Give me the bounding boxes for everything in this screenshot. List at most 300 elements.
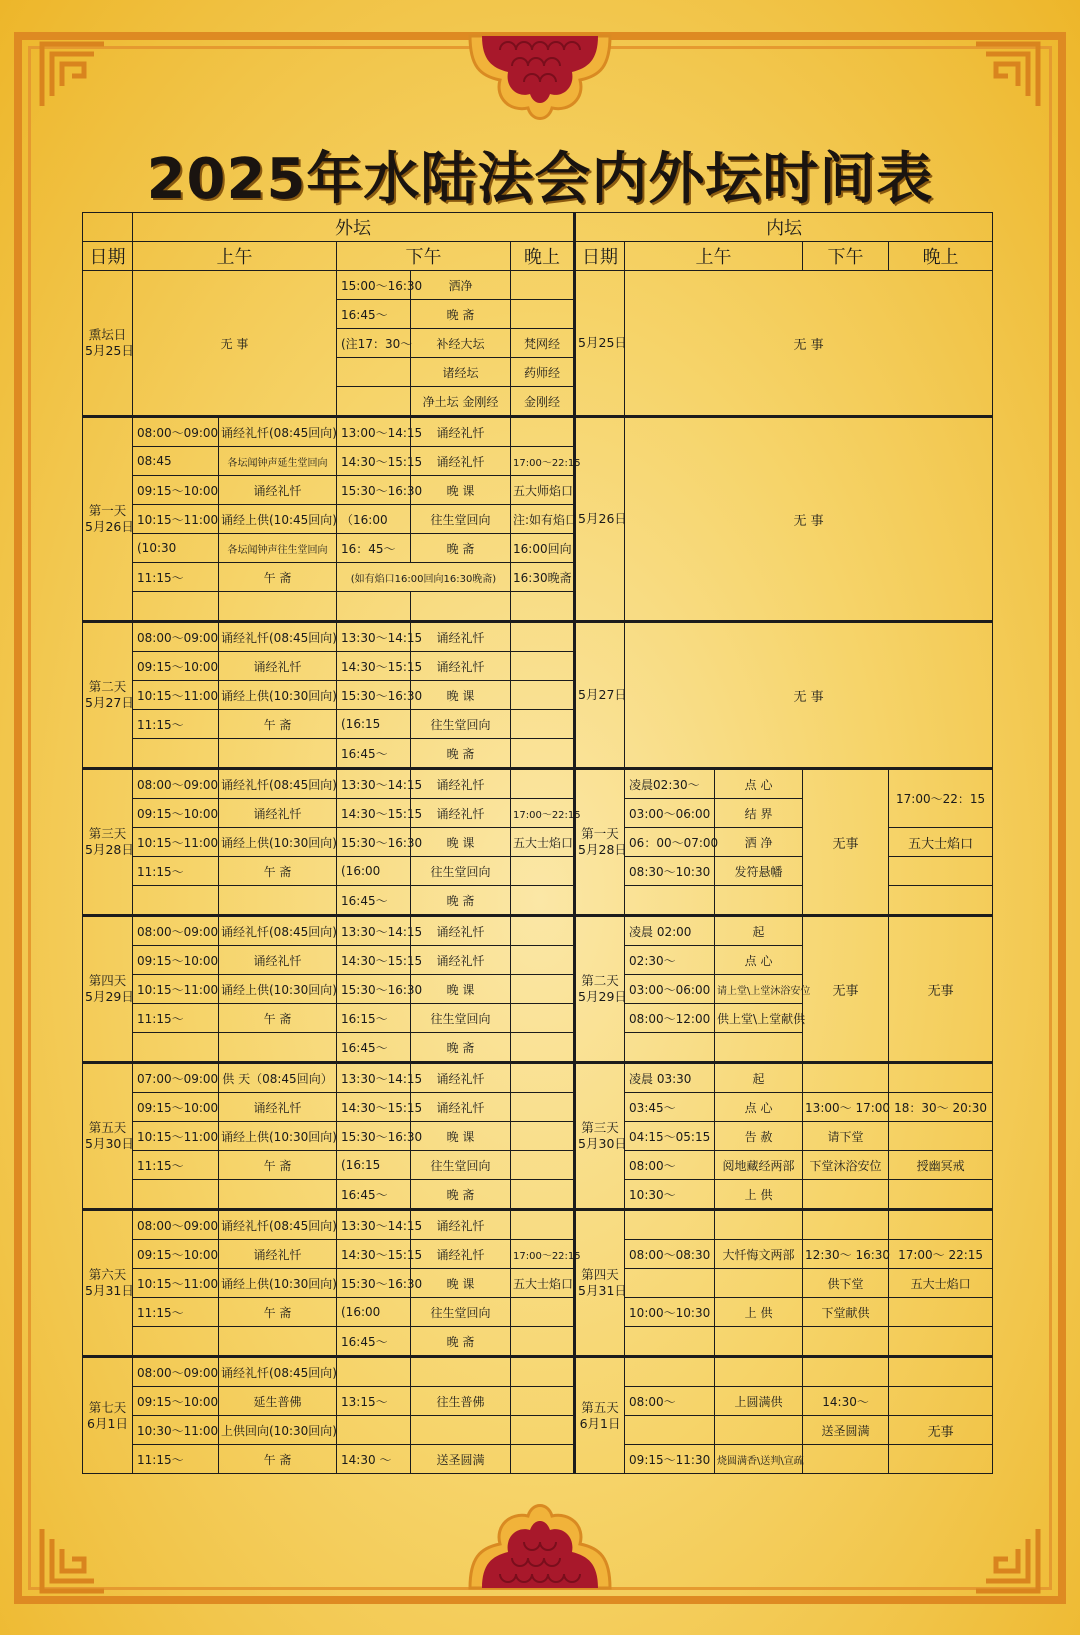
table-cell bbox=[511, 739, 575, 769]
table-cell bbox=[511, 652, 575, 681]
table-cell: 五大士焰口 bbox=[511, 828, 575, 857]
table-cell: (如有焰口16:00回向16:30晚斋) bbox=[337, 563, 511, 592]
table-cell bbox=[219, 592, 337, 622]
table-cell: 16:45～ bbox=[337, 1327, 411, 1357]
table-cell: 点 心 bbox=[715, 769, 803, 799]
table-cell: 18：30～ 20:30 bbox=[889, 1093, 993, 1122]
table-cell: 午 斋 bbox=[219, 857, 337, 886]
page-title: 2025年水陆法会内外坛时间表 bbox=[146, 147, 934, 212]
table-cell: 午 斋 bbox=[219, 1445, 337, 1474]
header-blank bbox=[83, 213, 133, 242]
table-cell: 10:15～11:00 bbox=[133, 828, 219, 857]
table-cell bbox=[511, 271, 575, 300]
table-cell bbox=[133, 739, 219, 769]
table-cell bbox=[511, 857, 575, 886]
table-cell: 14:30～15:15 bbox=[337, 799, 411, 828]
table-cell bbox=[889, 1327, 993, 1357]
table-cell: 10:30～ bbox=[625, 1180, 715, 1210]
table-cell bbox=[133, 592, 219, 622]
table-cell: 无 事 bbox=[625, 622, 993, 769]
table-row bbox=[83, 769, 993, 799]
table-cell: 起 bbox=[715, 916, 803, 946]
table-row bbox=[83, 1416, 993, 1445]
table-cell: 14:30～15:15 bbox=[337, 1093, 411, 1122]
table-cell: 16:00回向 bbox=[511, 534, 575, 563]
table-cell bbox=[511, 1327, 575, 1357]
table-cell: 08:00～08:30 bbox=[625, 1240, 715, 1269]
table-cell: 17:00～22:15 bbox=[511, 799, 575, 828]
table-cell: (16:00 bbox=[337, 857, 411, 886]
table-cell: 洒净 bbox=[411, 271, 511, 300]
table-cell: 09:15～10:00 bbox=[133, 476, 219, 505]
table-cell: (16:00 bbox=[337, 1298, 411, 1327]
table-cell bbox=[511, 710, 575, 739]
table-cell: 无事 bbox=[889, 916, 993, 1063]
table-cell: 熏坛日 5月25日 bbox=[83, 271, 133, 417]
table-cell: 梵网经 bbox=[511, 329, 575, 358]
table-cell bbox=[511, 1210, 575, 1240]
table-cell bbox=[889, 1298, 993, 1327]
table-cell bbox=[625, 1210, 715, 1240]
table-cell: 16:30晚斋 bbox=[511, 563, 575, 592]
table-cell: 诵经上供(10:30回向) bbox=[219, 828, 337, 857]
table-cell: 第三天 5月28日 bbox=[83, 769, 133, 916]
table-cell: 10:15～11:00 bbox=[133, 505, 219, 534]
table-cell bbox=[889, 1445, 993, 1474]
table-cell: 16:45～ bbox=[337, 886, 411, 916]
table-cell: 14:30～15:15 bbox=[337, 652, 411, 681]
table-cell: 下堂献供 bbox=[803, 1298, 889, 1327]
table-cell: 凌晨 02:00 bbox=[625, 916, 715, 946]
header-afternoon: 下午 bbox=[337, 242, 511, 271]
table-cell: 五大士焰口 bbox=[889, 1269, 993, 1298]
table-cell: 11:15～ bbox=[133, 1445, 219, 1474]
table-cell bbox=[889, 1063, 993, 1093]
table-cell: 晚 斋 bbox=[411, 886, 511, 916]
table-cell: 16:45～ bbox=[337, 739, 411, 769]
table-cell: 08:00～09:00 bbox=[133, 1357, 219, 1387]
table-cell bbox=[337, 387, 411, 417]
header-evening: 晚上 bbox=[889, 242, 993, 271]
table-cell bbox=[511, 1122, 575, 1151]
table-cell: 第四天 5月29日 bbox=[83, 916, 133, 1063]
table-cell: 无 事 bbox=[625, 271, 993, 417]
table-cell: 点 心 bbox=[715, 1093, 803, 1122]
table-cell: 五大士焰口 bbox=[511, 1269, 575, 1298]
corner-ornament-icon bbox=[972, 1525, 1042, 1595]
table-cell: 第五天 6月1日 bbox=[575, 1357, 625, 1474]
table-row bbox=[83, 1240, 993, 1269]
table-cell: 结 界 bbox=[715, 799, 803, 828]
table-cell: 09:15～10:00 bbox=[133, 652, 219, 681]
table-cell: 08:00～12:00 bbox=[625, 1004, 715, 1033]
table-cell: 告 赦 bbox=[715, 1122, 803, 1151]
table-cell: 10:15～11:00 bbox=[133, 1269, 219, 1298]
table-cell: 16:45～ bbox=[337, 300, 411, 329]
table-cell bbox=[511, 1298, 575, 1327]
table-cell bbox=[219, 739, 337, 769]
table-cell bbox=[337, 1357, 411, 1387]
table-cell: 往生堂回向 bbox=[411, 710, 511, 739]
table-cell bbox=[411, 1357, 511, 1387]
table-cell bbox=[511, 1416, 575, 1445]
table-cell: 08:45 bbox=[133, 447, 219, 476]
table-cell bbox=[219, 1180, 337, 1210]
table-cell: (注17：30～ bbox=[337, 329, 411, 358]
table-cell: 08:00～09:00 bbox=[133, 769, 219, 799]
table-cell: 无事 bbox=[889, 1416, 993, 1445]
table-cell: 补经大坛 bbox=[411, 329, 511, 358]
table-cell: 送圣圆满 bbox=[411, 1445, 511, 1474]
table-cell: 午 斋 bbox=[219, 1151, 337, 1180]
header-outer-altar: 外坛 bbox=[133, 213, 575, 242]
table-cell bbox=[219, 1327, 337, 1357]
table-cell bbox=[715, 1033, 803, 1063]
table-cell: 06：00～07:00 bbox=[625, 828, 715, 857]
table-cell: 上 供 bbox=[715, 1180, 803, 1210]
table-cell: 5月26日 bbox=[575, 417, 625, 622]
table-cell bbox=[337, 592, 411, 622]
schedule-table bbox=[82, 212, 993, 1474]
table-cell: 诵经礼忏 bbox=[411, 417, 511, 447]
table-cell bbox=[511, 1357, 575, 1387]
table-cell: 往生堂回向 bbox=[411, 1004, 511, 1033]
table-cell: 晚 课 bbox=[411, 828, 511, 857]
table-cell: 往生堂回向 bbox=[411, 505, 511, 534]
table-cell: 诵经礼忏 bbox=[411, 652, 511, 681]
table-cell bbox=[889, 857, 993, 886]
table-row bbox=[83, 1093, 993, 1122]
table-cell bbox=[889, 1387, 993, 1416]
table-cell: 无事 bbox=[803, 916, 889, 1063]
table-cell: 往生堂回向 bbox=[411, 1298, 511, 1327]
table-cell: 08:00～09:00 bbox=[133, 417, 219, 447]
table-cell: 10:15～11:00 bbox=[133, 1122, 219, 1151]
table-cell: 晚 课 bbox=[411, 1122, 511, 1151]
table-cell: 09:15～10:00 bbox=[133, 799, 219, 828]
table-cell: 供 天（08:45回向） bbox=[219, 1063, 337, 1093]
table-row bbox=[83, 1269, 993, 1298]
table-cell: 供下堂 bbox=[803, 1269, 889, 1298]
table-cell: 诵经上供(10:30回向) bbox=[219, 975, 337, 1004]
table-cell: 洒 净 bbox=[715, 828, 803, 857]
table-cell: 10:00～10:30 bbox=[625, 1298, 715, 1327]
table-row bbox=[83, 1298, 993, 1327]
table-cell bbox=[511, 622, 575, 652]
table-cell: 诵经礼忏(08:45回向) bbox=[219, 916, 337, 946]
table-row bbox=[83, 1327, 993, 1357]
table-cell: 09:15～11:30 bbox=[625, 1445, 715, 1474]
table-cell: 上圆满供 bbox=[715, 1387, 803, 1416]
table-cell: 第六天 5月31日 bbox=[83, 1210, 133, 1357]
table-cell: 晚 斋 bbox=[411, 1180, 511, 1210]
table-cell: 15:30～16:30 bbox=[337, 476, 411, 505]
table-cell bbox=[715, 1357, 803, 1387]
table-cell: 11:15～ bbox=[133, 710, 219, 739]
table-cell bbox=[511, 300, 575, 329]
header-inner-altar: 内坛 bbox=[575, 213, 993, 242]
table-cell bbox=[133, 1180, 219, 1210]
table-cell: 请上堂\上堂沐浴安位 bbox=[715, 975, 803, 1004]
table-cell: 15:30～16:30 bbox=[337, 828, 411, 857]
table-cell bbox=[511, 681, 575, 710]
table-cell bbox=[715, 1210, 803, 1240]
table-cell: 晚 斋 bbox=[411, 739, 511, 769]
table-cell: 诵经礼忏 bbox=[411, 769, 511, 799]
table-cell: 诵经礼忏 bbox=[219, 1093, 337, 1122]
table-cell: (16:15 bbox=[337, 1151, 411, 1180]
table-cell: 09:15～10:00 bbox=[133, 1240, 219, 1269]
table-cell bbox=[133, 1327, 219, 1357]
table-cell: 阅地藏经两部 bbox=[715, 1151, 803, 1180]
table-cell: 15:30～16:30 bbox=[337, 1269, 411, 1298]
table-cell: 16:15～ bbox=[337, 1004, 411, 1033]
table-cell: 诵经礼忏(08:45回向) bbox=[219, 1357, 337, 1387]
table-cell: 延生普佛 bbox=[219, 1387, 337, 1416]
table-cell: 10:15～11:00 bbox=[133, 975, 219, 1004]
header-date: 日期 bbox=[83, 242, 133, 271]
table-cell: 第一天 5月26日 bbox=[83, 417, 133, 622]
table-cell: 诵经礼忏 bbox=[411, 1093, 511, 1122]
table-cell: 注:如有焰口 bbox=[511, 505, 575, 534]
table-row bbox=[83, 622, 993, 652]
corner-ornament-icon bbox=[972, 40, 1042, 110]
table-cell: (10:30 bbox=[133, 534, 219, 563]
table-cell bbox=[511, 1033, 575, 1063]
table-cell: 诵经礼忏 bbox=[411, 946, 511, 975]
table-cell bbox=[625, 886, 715, 916]
table-cell: 16:45～ bbox=[337, 1033, 411, 1063]
table-cell: 13:00～14:15 bbox=[337, 417, 411, 447]
table-cell: 03:00～06:00 bbox=[625, 975, 715, 1004]
table-cell: 诵经礼忏 bbox=[219, 1240, 337, 1269]
table-cell: 诵经上供(10:30回向) bbox=[219, 1122, 337, 1151]
table-cell: (16:15 bbox=[337, 710, 411, 739]
table-cell: 晚 课 bbox=[411, 476, 511, 505]
table-cell: 诸经坛 bbox=[411, 358, 511, 387]
table-cell: 15:00～16:30 bbox=[337, 271, 411, 300]
table-cell bbox=[511, 1063, 575, 1093]
table-cell: 午 斋 bbox=[219, 1298, 337, 1327]
header-afternoon: 下午 bbox=[803, 242, 889, 271]
table-cell: 诵经礼忏(08:45回向) bbox=[219, 622, 337, 652]
table-cell bbox=[625, 1416, 715, 1445]
table-cell bbox=[337, 358, 411, 387]
table-cell: 04:15～05:15 bbox=[625, 1122, 715, 1151]
table-cell bbox=[411, 592, 511, 622]
table-cell bbox=[803, 1357, 889, 1387]
table-cell: 第三天 5月30日 bbox=[575, 1063, 625, 1210]
table-cell: 授幽冥戒 bbox=[889, 1151, 993, 1180]
table-cell: 诵经礼忏 bbox=[411, 916, 511, 946]
table-cell bbox=[511, 592, 575, 622]
table-cell: 药师经 bbox=[511, 358, 575, 387]
table-cell bbox=[625, 1327, 715, 1357]
table-cell: 诵经礼忏(08:45回向) bbox=[219, 1210, 337, 1240]
header-date: 日期 bbox=[575, 242, 625, 271]
table-cell: 净土坛 金刚经 bbox=[411, 387, 511, 417]
table-cell: 五大士焰口 bbox=[889, 828, 993, 857]
table-cell: 12:30～ 16:30 bbox=[803, 1240, 889, 1269]
table-cell bbox=[511, 946, 575, 975]
table-cell: 5月25日 bbox=[575, 271, 625, 417]
cloud-ornament-icon bbox=[460, 1498, 620, 1588]
table-cell: 下堂沐浴安位 bbox=[803, 1151, 889, 1180]
table-cell: 02:30～ bbox=[625, 946, 715, 975]
table-cell: 10:15～11:00 bbox=[133, 681, 219, 710]
table-cell: 16：45～ bbox=[337, 534, 411, 563]
table-cell bbox=[889, 1180, 993, 1210]
table-cell: 午 斋 bbox=[219, 1004, 337, 1033]
cloud-ornament-icon bbox=[460, 36, 620, 126]
table-cell: 诵经礼忏 bbox=[411, 1240, 511, 1269]
table-cell bbox=[511, 417, 575, 447]
table-cell: 第五天 5月30日 bbox=[83, 1063, 133, 1210]
table-row bbox=[83, 1180, 993, 1210]
table-cell bbox=[411, 1416, 511, 1445]
table-row bbox=[83, 916, 993, 946]
table-cell: 第二天 5月27日 bbox=[83, 622, 133, 769]
corner-ornament-icon bbox=[38, 40, 108, 110]
table-cell bbox=[625, 1269, 715, 1298]
table-cell: 大忏悔文两部 bbox=[715, 1240, 803, 1269]
table-cell bbox=[803, 1210, 889, 1240]
table-cell: 各坛闻钟声延生堂回向 bbox=[219, 447, 337, 476]
table-cell: 晚 课 bbox=[411, 681, 511, 710]
table-cell: 08:00～ bbox=[625, 1151, 715, 1180]
table-row bbox=[83, 1122, 993, 1151]
table-cell: 无事 bbox=[803, 769, 889, 916]
table-cell: 诵经上供(10:30回向) bbox=[219, 1269, 337, 1298]
table-cell: 17:00～ 22:15 bbox=[889, 1240, 993, 1269]
table-cell: 晚 斋 bbox=[411, 1327, 511, 1357]
table-cell bbox=[889, 1122, 993, 1151]
table-cell: 16:45～ bbox=[337, 1180, 411, 1210]
table-cell bbox=[511, 916, 575, 946]
table-cell bbox=[803, 1445, 889, 1474]
table-cell: 第二天 5月29日 bbox=[575, 916, 625, 1063]
table-cell: 凌晨 03:30 bbox=[625, 1063, 715, 1093]
table-cell bbox=[889, 886, 993, 916]
table-cell: 08:00～09:00 bbox=[133, 916, 219, 946]
table-cell: 发符悬幡 bbox=[715, 857, 803, 886]
table-cell: 诵经上供(10:30回向) bbox=[219, 681, 337, 710]
table-cell bbox=[511, 1151, 575, 1180]
table-row bbox=[83, 1445, 993, 1474]
table-cell: 晚 斋 bbox=[411, 534, 511, 563]
table-cell: 点 心 bbox=[715, 946, 803, 975]
table-cell: 各坛闻钟声往生堂回向 bbox=[219, 534, 337, 563]
table-cell: 08:00～09:00 bbox=[133, 1210, 219, 1240]
table-cell bbox=[715, 1416, 803, 1445]
header-morning: 上午 bbox=[625, 242, 803, 271]
table-row bbox=[83, 271, 993, 300]
table-cell: 诵经礼忏 bbox=[219, 799, 337, 828]
table-cell bbox=[511, 1093, 575, 1122]
table-cell bbox=[511, 1180, 575, 1210]
header-morning: 上午 bbox=[133, 242, 337, 271]
table-cell: 11:15～ bbox=[133, 1004, 219, 1033]
table-cell bbox=[511, 886, 575, 916]
table-cell: 诵经礼忏 bbox=[219, 946, 337, 975]
table-cell: 供上堂\上堂献供 bbox=[715, 1004, 803, 1033]
table-cell: 第一天 5月28日 bbox=[575, 769, 625, 916]
corner-ornament-icon bbox=[38, 1525, 108, 1595]
table-cell bbox=[889, 1357, 993, 1387]
table-cell: 午 斋 bbox=[219, 710, 337, 739]
table-cell: 15:30～16:30 bbox=[337, 681, 411, 710]
table-cell bbox=[803, 1180, 889, 1210]
table-cell: 无 事 bbox=[625, 417, 993, 622]
table-cell: 14:30 ～ bbox=[337, 1445, 411, 1474]
table-cell: 14:30～ bbox=[803, 1387, 889, 1416]
table-cell: 诵经礼忏 bbox=[411, 622, 511, 652]
table-cell bbox=[219, 886, 337, 916]
table-cell: 14:30～15:15 bbox=[337, 946, 411, 975]
table-cell bbox=[889, 1210, 993, 1240]
table-cell: 13:00～ 17:00 bbox=[803, 1093, 889, 1122]
table-cell bbox=[803, 1327, 889, 1357]
table-cell: 起 bbox=[715, 1063, 803, 1093]
table-cell: 诵经礼忏 bbox=[411, 447, 511, 476]
table-cell: 上供回向(10:30回向) bbox=[219, 1416, 337, 1445]
table-cell: 5月27日 bbox=[575, 622, 625, 769]
table-cell bbox=[625, 1357, 715, 1387]
table-cell: 第四天 5月31日 bbox=[575, 1210, 625, 1357]
table-cell: 烧圆满香\送判\宣疏 bbox=[715, 1445, 803, 1474]
table-cell: （16:00 bbox=[337, 505, 411, 534]
schedule-body bbox=[83, 271, 993, 1474]
table-cell: 13:30～14:15 bbox=[337, 622, 411, 652]
table-cell bbox=[337, 1416, 411, 1445]
table-cell: 晚 斋 bbox=[411, 1033, 511, 1063]
table-cell bbox=[133, 1033, 219, 1063]
table-cell bbox=[511, 1004, 575, 1033]
table-cell: 09:15～10:00 bbox=[133, 1387, 219, 1416]
table-cell bbox=[803, 1063, 889, 1093]
table-cell: 诵经礼忏 bbox=[411, 799, 511, 828]
table-cell: 晚 课 bbox=[411, 975, 511, 1004]
table-cell: 11:15～ bbox=[133, 857, 219, 886]
table-cell: 14:30～15:15 bbox=[337, 447, 411, 476]
table-cell: 晚 斋 bbox=[411, 300, 511, 329]
table-cell: 诵经礼忏 bbox=[219, 652, 337, 681]
table-cell: 金刚经 bbox=[511, 387, 575, 417]
table-cell bbox=[511, 1387, 575, 1416]
table-cell bbox=[715, 1327, 803, 1357]
table-cell: 诵经礼忏 bbox=[219, 476, 337, 505]
table-cell: 诵经礼忏(08:45回向) bbox=[219, 417, 337, 447]
table-cell bbox=[511, 975, 575, 1004]
table-cell bbox=[715, 886, 803, 916]
table-cell: 11:15～ bbox=[133, 563, 219, 592]
table-row bbox=[83, 1387, 993, 1416]
table-row bbox=[83, 1063, 993, 1093]
table-cell: 11:15～ bbox=[133, 1151, 219, 1180]
table-cell: 10:30～11:00 bbox=[133, 1416, 219, 1445]
table-cell: 09:15～10:00 bbox=[133, 1093, 219, 1122]
table-cell: 17:00～22：15 bbox=[889, 769, 993, 828]
table-cell: 08:00～ bbox=[625, 1387, 715, 1416]
table-cell: 往生堂回向 bbox=[411, 857, 511, 886]
table-row bbox=[83, 1210, 993, 1240]
table-cell: 上 供 bbox=[715, 1298, 803, 1327]
table-cell: 13:30～14:15 bbox=[337, 1063, 411, 1093]
table-cell: 15:30～16:30 bbox=[337, 1122, 411, 1151]
table-cell bbox=[511, 769, 575, 799]
table-cell bbox=[625, 1033, 715, 1063]
table-cell: 诵经上供(10:45回向) bbox=[219, 505, 337, 534]
